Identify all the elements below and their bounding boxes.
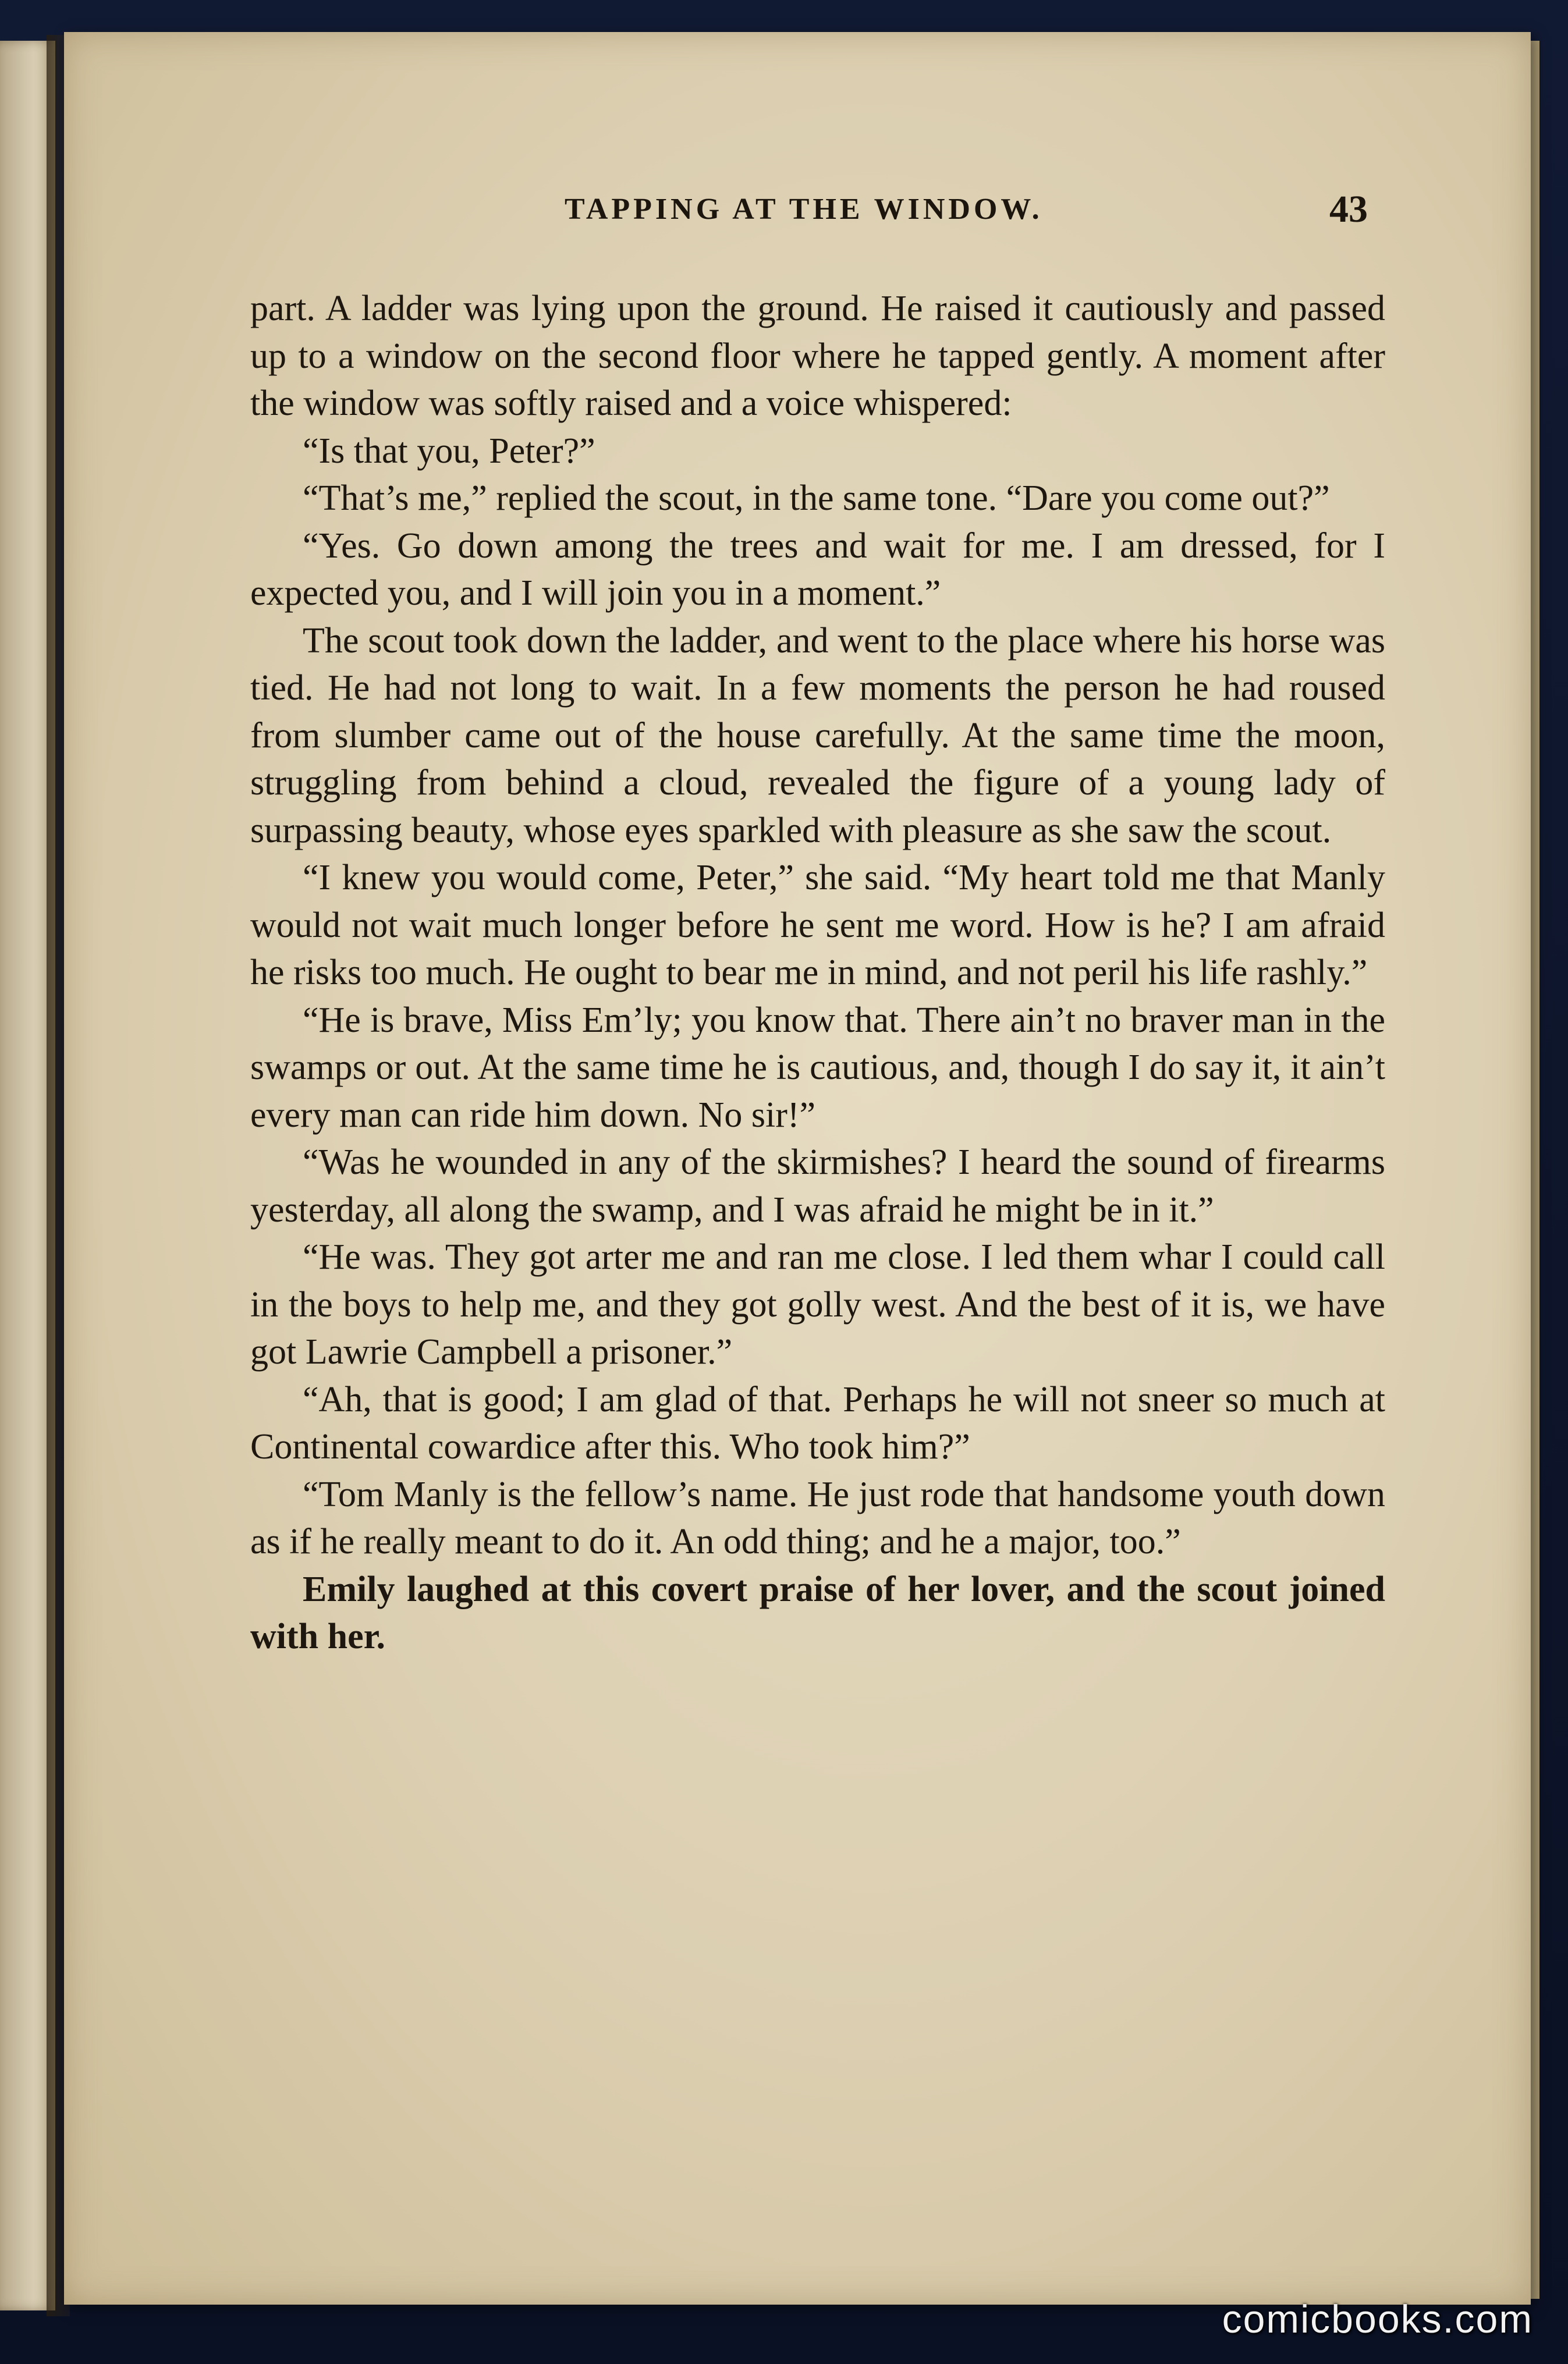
paragraph: “Yes. Go down among the trees and wait for me. I am dressed, for I expected you, and I will join you in a moment.” — [250, 526, 1385, 613]
paragraph: “That’s me,” replied the scout, in the same tone. “Dare you come out?” — [303, 478, 1330, 518]
paragraph: Emily laughed at this covert praise of her lover, and the scout joined with her. — [250, 1569, 1385, 1656]
paragraph: “Was he wounded in any of the skirmishes? I heard the sound of firearms yesterday, all along the swamp, and I was afraid he might be in it.” — [250, 1142, 1385, 1230]
page-number: 43 — [1329, 188, 1368, 230]
paragraph: “He is brave, Miss Em’ly; you know that. There ain’t no braver man in the swamps or out. At the same time he is cautious, and, though I do say it, it ain’t every man can ride him down. No sir!” — [250, 1000, 1385, 1135]
page-header — [180, 188, 1368, 239]
site-watermark: comicbooks.com — [1222, 2297, 1533, 2341]
paragraph: The scout took down the ladder, and went to the place where his horse was tied. He had not long to wait. In a few moments the person he had roused from slumber came out of the house carefully. At the same time the moon, struggling from behind a cloud, revealed the figure of a young lady of surpassing beauty, whose eyes sparkled with pleasure as she saw the scout. — [250, 620, 1385, 850]
paragraph: “He was. They got arter me and ran me close. I led them whar I could call in the boys to help me, and they got golly west. And the best of it is, we have got Lawrie Campbell a prisoner.” — [250, 1237, 1385, 1372]
page-body — [250, 285, 1385, 1661]
paragraph: “I knew you would come, Peter,” she said. “My heart told me that Manly would not wait much longer before he sent me word. How is he? I am afraid he risks too much. He ought to bear me in mind, and not peril his life rashly.” — [250, 858, 1385, 992]
paragraph: part. A ladder was lying upon the ground. He raised it cautiously and passed up to a window on the second floor where he tapped gently. A moment after the window was softly raised and a voice whispered: — [250, 289, 1385, 423]
paragraph: “Is that you, Peter?” — [303, 431, 595, 471]
paragraph: “Tom Manly is the fellow’s name. He just rode that handsome youth down as if he really meant to do it. An odd thing; and he a major, too.” — [250, 1474, 1385, 1561]
paragraph: “Ah, that is good; I am glad of that. Perhaps he will not sneer so much at Continental cowardice after this. Who took him?” — [250, 1379, 1385, 1467]
running-head: TAPPING AT THE WINDOW. — [565, 193, 1043, 226]
